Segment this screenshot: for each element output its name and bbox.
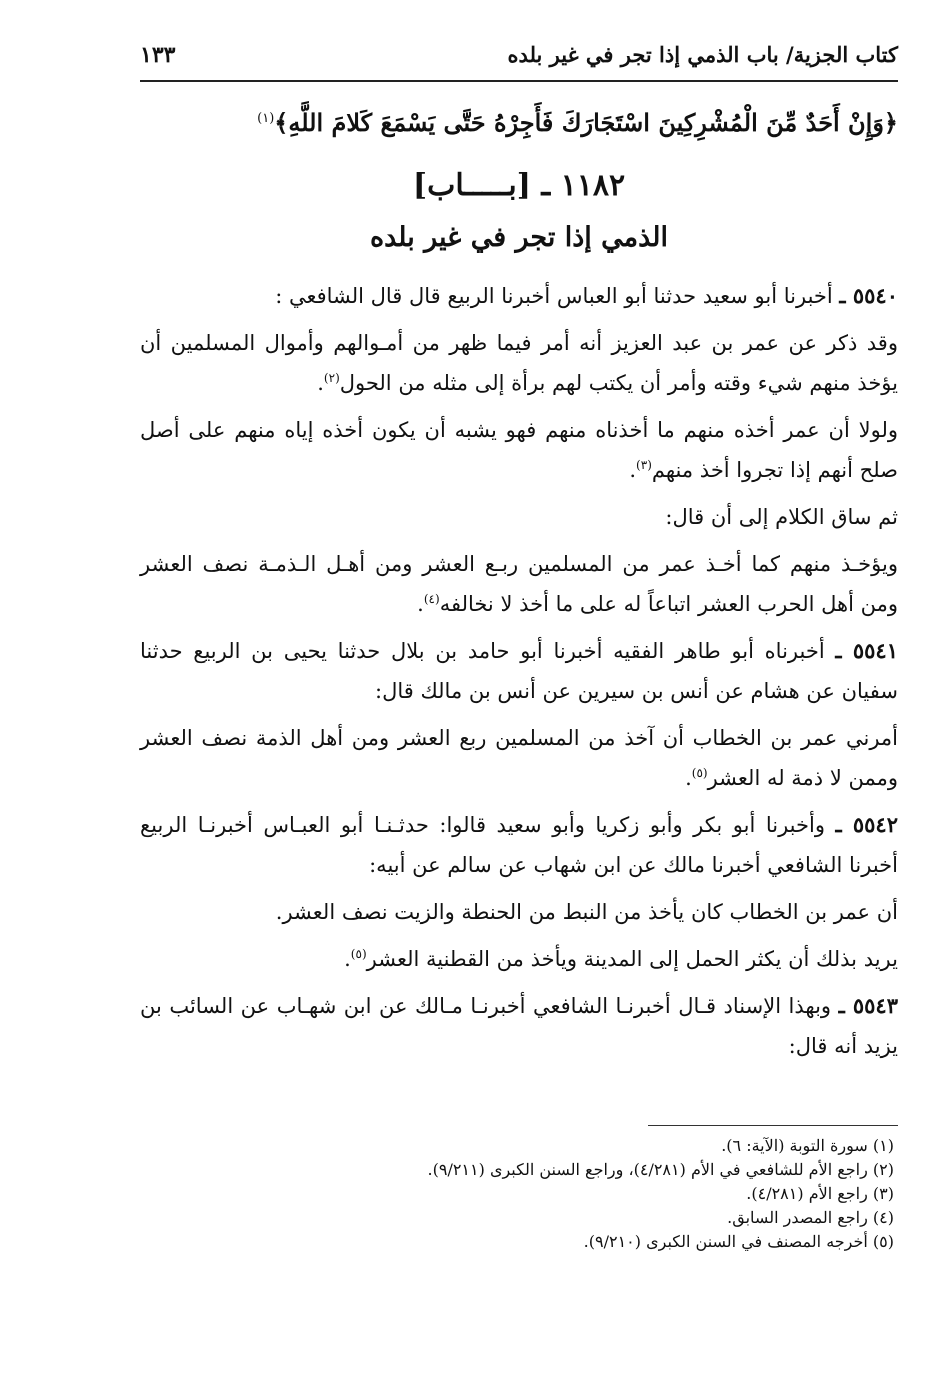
paragraph-text: ويؤخـذ منهم كما أخـذ عمر من المسلمين ربـع العشر ومن أهـل الـذمـة نصف العشر ومن أهل الحرب العشر اتباعاً له على ما أخذ لا نخالفه [140, 552, 898, 616]
verse-footnote-ref: (١) [257, 111, 275, 126]
header-rule [140, 80, 898, 82]
paragraph-text: وأخبرنا أبو بكر وأبو زكريا وأبو سعيد قالوا: حدثـنـا أبو العبـاس أخبرنـا الربيع أخبرنا الشافعي أخبرنا مالك عن ابن شهاب عن سالم عن أبيه: [140, 813, 898, 877]
footnotes [140, 1134, 894, 1254]
hadith-number: ٥٥٤٠ ـ [839, 283, 898, 308]
paragraph [140, 718, 898, 798]
paragraph-text: أمرني عمر بن الخطاب أن آخذ من المسلمين ربع العشر ومن أهل الذمة نصف العشر وممن لا ذمة له العشر [140, 726, 898, 790]
footnote: (٣) راجع الأم (٤/٢٨١). [746, 1184, 894, 1203]
running-title: كتاب الجزية/ باب الذمي إذا تجر في غير بلده [507, 42, 898, 67]
hadith-number: ٥٥٤٢ ـ [835, 812, 898, 837]
footnote-rule [648, 1125, 898, 1126]
paragraph-end: . [317, 371, 324, 395]
paragraph-end: . [685, 766, 692, 790]
paragraph [140, 986, 898, 1066]
paragraph-text: أخبرنا أبو سعيد حدثنا أبو العباس أخبرنا الربيع قال قال الشافعي : [275, 284, 840, 308]
footnote: (١) سورة التوبة (الآية: ٦). [721, 1136, 894, 1155]
paragraph [140, 631, 898, 711]
paragraph-text: يريد بذلك أن يكثر الحمل إلى المدينة ويأخذ من القطنية العشر [366, 947, 898, 971]
paragraph-end: . [344, 947, 351, 971]
paragraph-end: . [417, 592, 424, 616]
footnote-ref: (٢) [323, 371, 340, 385]
verse-text: ﴿وَإِنْ أَحَدٌ مِّنَ الْمُشْرِكِينَ اسْتَجَارَكَ فَأَجِرْهُ حَتَّى يَسْمَعَ كَلامَ اللَّهِ﴾ [274, 108, 898, 137]
footnote-ref: (٥) [691, 766, 708, 780]
quran-verse [140, 108, 898, 137]
running-header [140, 42, 898, 76]
hadith-number: ٥٥٤١ ـ [835, 638, 898, 663]
paragraph-text: ولولا أن عمر أخذه منهم ما أخذناه منهم فهو يشبه أن يكون أخذه إياه منهم على أصل صلح أنهم إذا تجروا أخذ منهم [140, 418, 898, 482]
paragraph [140, 892, 898, 932]
footnote-ref: (٥) [350, 947, 367, 961]
paragraph [140, 410, 898, 490]
main-text [140, 276, 898, 1073]
paragraph-text: وقد ذكر عن عمر بن عبد العزيز أنه أمر فيما ظهر من أمـوالهم وأموال المسلمين أن يؤخذ منهم شيء وقته وأمر أن يكتب لهم برأة إلى مثله من الحول [140, 331, 898, 395]
paragraph [140, 939, 898, 979]
paragraph [140, 276, 898, 316]
paragraph-text: أخبرناه أبو طاهر الفقيه أخبرنا أبو حامد بن بلال حدثنا يحيى بن الربيع حدثنا سفيان عن هشام عن أنس بن سيرين عن أنس بن مالك قال: [140, 639, 898, 703]
paragraph [140, 805, 898, 885]
chapter-title: الذمي إذا تجر في غير بلده [369, 222, 669, 253]
paragraph-text: وبهذا الإسناد قـال أخبرنـا الشافعي أخبرنـا مـالك عن ابن شهـاب عن السائب بن يزيد أنه قال: [140, 994, 898, 1058]
page-number: ١٣٣ [140, 42, 176, 68]
hadith-number: ٥٥٤٣ ـ [838, 993, 898, 1018]
paragraph [140, 544, 898, 624]
paragraph-text: ثم ساق الكلام إلى أن قال: [665, 505, 898, 529]
paragraph-end: . [629, 458, 637, 482]
paragraph-text: أن عمر بن الخطاب كان يأخذ من النبط من الحنطة والزيت نصف العشر. [275, 900, 898, 924]
footnote: (٢) راجع الأم للشافعي في الأم (٤/٢٨١)، وراجع السنن الكبرى (٩/٢١١). [427, 1160, 894, 1179]
footnote: (٤) راجع المصدر السابق. [727, 1208, 894, 1227]
footnote-ref: (٤) [423, 592, 440, 606]
chapter-heading: ١١٨٢ ـ [بـــــاب] [412, 168, 626, 203]
footnote-ref: (٣) [636, 458, 652, 472]
footnote: (٥) أخرجه المصنف في السنن الكبرى (٩/٢١٠). [583, 1232, 894, 1251]
paragraph [140, 497, 898, 537]
paragraph [140, 323, 898, 403]
